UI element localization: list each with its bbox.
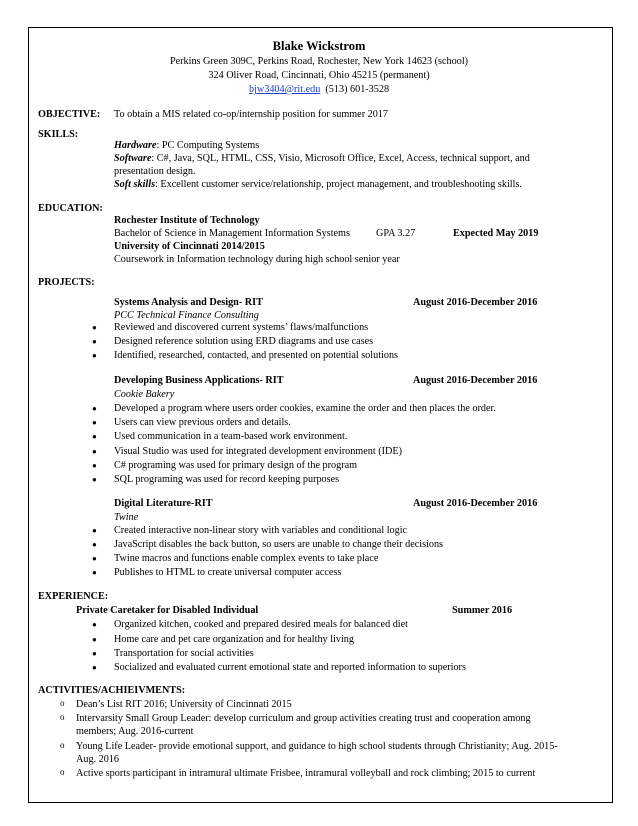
list-item: Identified, researched, contacted, and presented on potential solutions xyxy=(114,350,399,361)
bullet-icon: ● xyxy=(92,663,97,672)
list-item: Reviewed and discovered current systems’ flaws/malfunctions xyxy=(114,322,369,333)
experience-label: EXPERIENCE: xyxy=(38,591,109,602)
project-title: Digital Literature-RIT xyxy=(114,498,213,509)
contact-line xyxy=(0,83,638,96)
school-rit: Rochester Institute of Technology xyxy=(114,215,260,226)
circle-bullet-icon: o xyxy=(60,698,65,708)
bullet-icon: ● xyxy=(92,540,97,549)
address-permanent: 324 Oliver Road, Cincinnati, Ohio 45215 (permanent) xyxy=(208,70,430,81)
bullet-icon: ● xyxy=(92,418,97,427)
expected-graduation: Expected May 2019 xyxy=(453,228,539,239)
skills-label: SKILLS: xyxy=(38,129,79,140)
list-item: Used communication in a team-based work environment. xyxy=(114,431,348,442)
list-item: Young Life Leader- provide emotional support, and guidance to high school students through Christianity; Aug. 2015- xyxy=(76,741,558,752)
circle-bullet-icon: o xyxy=(60,767,65,777)
software-label: Software xyxy=(114,153,152,164)
list-item: Visual Studio was used for integrated development environment (IDE) xyxy=(114,446,402,457)
project-title: Developing Business Applications- RIT xyxy=(114,375,284,386)
list-item: Organized kitchen, cooked and prepared desired meals for balanced diet xyxy=(114,619,408,630)
hardware-label: Hardware xyxy=(114,140,157,151)
list-item-cont: members; Aug. 2016-current xyxy=(76,726,194,737)
list-item: Developed a program where users order cookies, examine the order and then places the order. xyxy=(114,403,496,414)
list-item: Active sports participant in intramural ultimate Frisbee, intramural volleyball and rock climbing; 2015 to current xyxy=(76,768,536,779)
hardware-text: : PC Computing Systems xyxy=(156,140,260,151)
list-item: Created interactive non-linear story with variables and conditional logic xyxy=(114,525,408,536)
list-item-cont: Aug. 2016 xyxy=(76,754,120,765)
list-item: Designed reference solution using ERD diagrams and use cases xyxy=(114,336,374,347)
list-item: SQL programing was used for record keeping purposes xyxy=(114,474,340,485)
gpa: GPA 3.27 xyxy=(376,228,416,239)
email-link[interactable]: bjw3404@rit.edu xyxy=(248,84,321,95)
list-item: Twine macros and functions enable complex events to take place xyxy=(114,553,379,564)
phone-number: (513) 601-3528 xyxy=(325,84,390,95)
circle-bullet-icon: o xyxy=(60,712,65,722)
skills-hardware xyxy=(114,139,259,152)
list-item: Home care and pet care organization and for healthy living xyxy=(114,634,354,645)
degree: Bachelor of Science in Management Information Systems xyxy=(114,228,350,239)
bullet-icon: ● xyxy=(92,554,97,563)
bullet-icon: ● xyxy=(92,475,97,484)
list-item: C# programing was used for primary design of the program xyxy=(114,460,358,471)
bullet-icon: ● xyxy=(92,568,97,577)
candidate-name: Blake Wickstrom xyxy=(272,39,366,53)
education-label: EDUCATION: xyxy=(38,203,103,214)
list-item: Dean’s List RIT 2016; University of Cincinnati 2015 xyxy=(76,699,292,710)
skills-software xyxy=(114,152,530,165)
activities-label: ACTIVITIES/ACHIEIVMENTS: xyxy=(38,685,186,696)
bullet-icon: ● xyxy=(92,351,97,360)
bullet-icon: ● xyxy=(92,526,97,535)
experience-title: Private Caretaker for Disabled Individual xyxy=(76,605,259,616)
soft-skills-label: Soft skills xyxy=(114,179,156,190)
bullet-icon: ● xyxy=(92,404,97,413)
bullet-icon: ● xyxy=(92,461,97,470)
project-date: August 2016-December 2016 xyxy=(413,375,538,386)
project-subtitle: Cookie Bakery xyxy=(114,389,175,400)
list-item: Intervarsity Small Group Leader: develop curriculum and group activities creating trust and cooperation among xyxy=(76,713,531,724)
project-title: Systems Analysis and Design- RIT xyxy=(114,297,263,308)
bullet-icon: ● xyxy=(92,432,97,441)
coursework: Coursework in Information technology during high school senior year xyxy=(114,254,400,265)
projects-label: PROJECTS: xyxy=(38,277,95,288)
bullet-icon: ● xyxy=(92,323,97,332)
circle-bullet-icon: o xyxy=(60,740,65,750)
list-item: Users can view previous orders and details. xyxy=(114,417,291,428)
bullet-icon: ● xyxy=(92,649,97,658)
project-date: August 2016-December 2016 xyxy=(413,297,538,308)
project-subtitle: Twine xyxy=(114,512,139,523)
project-date: August 2016-December 2016 xyxy=(413,498,538,509)
experience-date: Summer 2016 xyxy=(452,605,513,616)
objective-label: OBJECTIVE: xyxy=(38,109,101,120)
bullet-icon: ● xyxy=(92,620,97,629)
list-item: Transportation for social activities xyxy=(114,648,254,659)
skills-software-cont: presentation design. xyxy=(114,166,196,177)
list-item: Socialized and evaluated current emotional state and reported information to superiors xyxy=(114,662,466,673)
school-uc: University of Cincinnati 2014/2015 xyxy=(114,241,265,252)
objective-text: To obtain a MIS related co-op/internship position for summer 2017 xyxy=(114,109,389,120)
skills-soft xyxy=(114,178,522,191)
bullet-icon: ● xyxy=(92,447,97,456)
soft-skills-text: : Excellent customer service/relationship, project management, and troubleshooting skills. xyxy=(155,179,522,190)
bullet-icon: ● xyxy=(92,337,97,346)
bullet-icon: ● xyxy=(92,635,97,644)
address-school: Perkins Green 309C, Perkins Road, Rochester, New York 14623 (school) xyxy=(169,56,469,67)
list-item: JavaScript disables the back button, so users are unable to change their decisions xyxy=(114,539,444,550)
project-subtitle: PCC Technical Finance Consulting xyxy=(114,310,259,321)
software-text: : C#, Java, SQL, HTML, CSS, Visio, Microsoft Office, Excel, Access, technical support, and xyxy=(151,153,530,164)
list-item: Publishes to HTML to create universal computer access xyxy=(114,567,342,578)
